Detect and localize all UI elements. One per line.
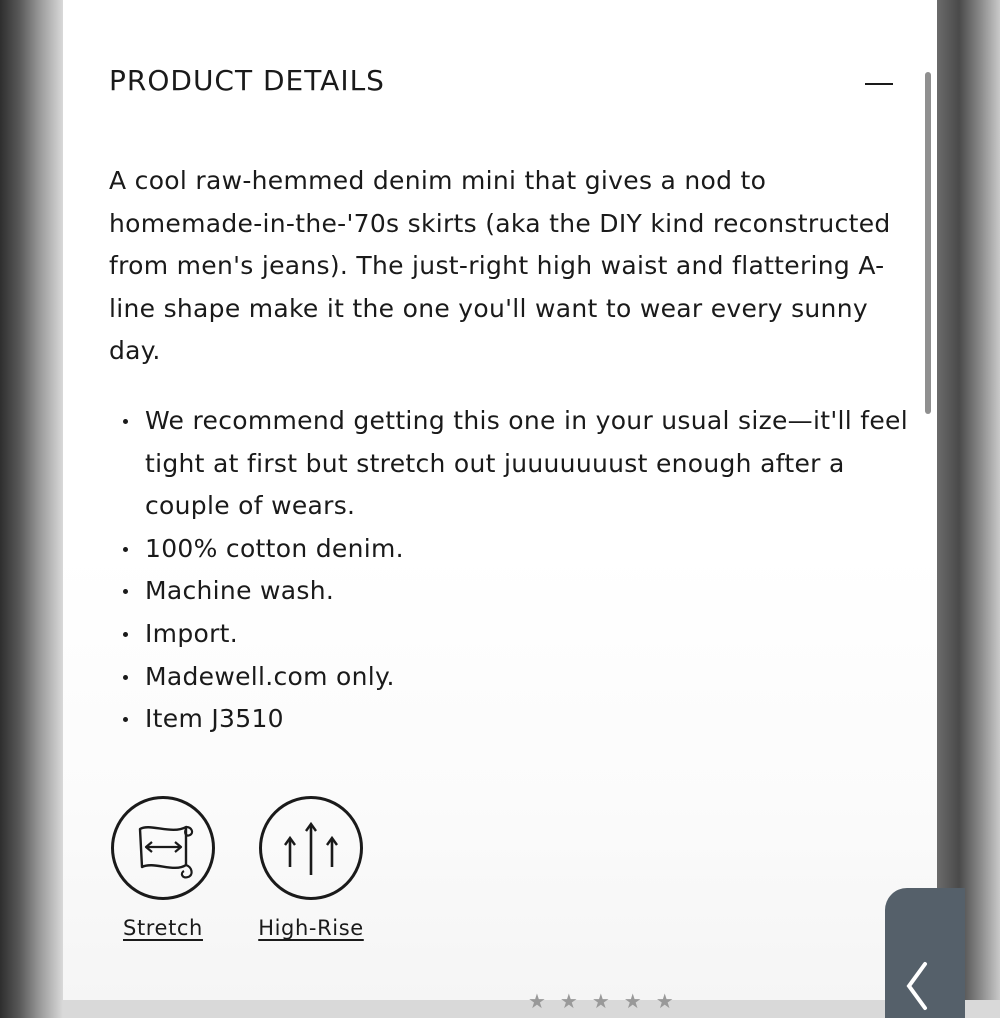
bullet-item: Machine wash. [109,570,909,613]
product-details-panel [63,0,937,1013]
chevron-left-icon [899,958,939,1008]
bullet-dot-icon [123,589,128,594]
feature-high-rise-link[interactable]: High-Rise [258,916,364,940]
bullet-item: 100% cotton denim. [109,528,909,571]
bullet-dot-icon [123,632,128,637]
feature-stretch-link[interactable]: Stretch [123,916,203,940]
product-details-header[interactable] [109,62,893,102]
bullet-dot-icon [123,547,128,552]
stretch-fabric-icon [111,796,215,900]
chat-button[interactable] [885,888,965,1018]
feature-high-rise [256,796,366,940]
product-description: A cool raw-hemmed denim mini that gives a nod to homemade-in-the-'70s skirts (aka the DIY kind reconstructed from men's jeans). The just-right high waist and flattering A-line shape make it the one you'll want to wear every sunny day. [109,166,891,366]
bullet-item: Item J3510 [109,698,909,741]
background-right-band [937,0,1000,1000]
bullet-item: Madewell.com only. [109,656,909,699]
product-bullet-list [109,400,909,741]
bullet-dot-icon [123,419,128,424]
high-rise-arrows-icon [259,796,363,900]
bullet-dot-icon [123,717,128,722]
feature-stretch [108,796,218,940]
collapse-minus-icon[interactable] [865,62,893,102]
bullet-item: Import. [109,613,909,656]
bullet-dot-icon [123,675,128,680]
section-title: PRODUCT DETAILS [109,64,385,97]
bullet-item: We recommend getting this one in your usual size—it'll feel tight at first but stretch out juuuuuuust enough after a couple of wears. [109,400,909,528]
scrollbar-thumb[interactable] [925,72,931,414]
rating-stars-icon: ★★★★★ [528,989,688,1013]
